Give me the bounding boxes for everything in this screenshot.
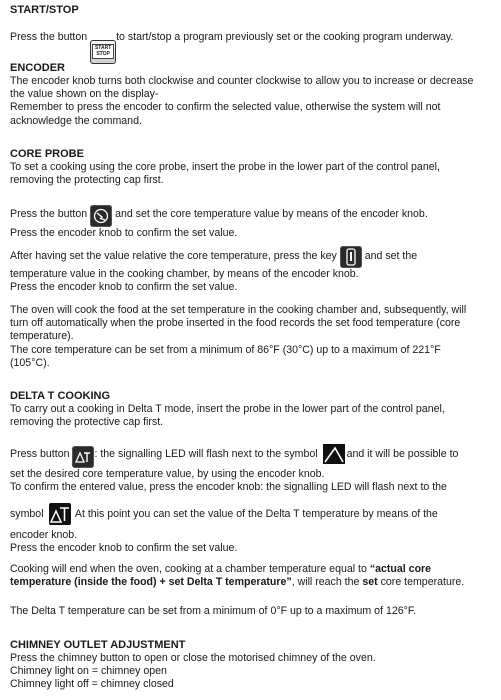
delta-t-symbol-text: symbol At this point you can set the value of the Delta T temperature by means of the encoder knob. Press the encoder knob to confirm the set value. [10, 503, 494, 556]
delta-t-intro: To carry out a cooking in Delta T mode, insert the probe in the lower part of the control panel, removing the protective cap first. [10, 403, 445, 429]
encoder-heading: ENCODER [10, 62, 66, 74]
delta-t-range: The Delta T temperature can be set from a minimum of 0°F up to a maximum of 126°F. [10, 605, 417, 617]
core-probe-icon [90, 205, 112, 227]
start-stop-icon: START STOP [90, 40, 116, 64]
chimney-text: Press the chimney button to open or close the motorised chimney of the oven. Chimney light on = chimney open Chimney light off = chimney closed [10, 652, 376, 691]
core-probe-oven-text: The oven will cook the food at the set temperature in the cooking chamber and, subsequently, will turn off automatically when the probe inserted in the food records the set food temperature (core temperature). The core temperature can be set from a minimum of 86°F (30°C) up to a maximum of 221°F (105°C). [10, 304, 467, 369]
start-stop-heading: START/STOP [10, 4, 79, 16]
chimney-heading: CHIMNEY OUTLET ADJUSTMENT [10, 639, 186, 651]
start-stop-text: Press the button START STOP to start/stop a program previously set or the cooking program underway. [10, 31, 494, 64]
delta-t-led-icon [323, 444, 345, 468]
core-probe-press: Press the button and set the core temperature value by means of the encoder knob. Press the encoder knob to confirm the set value. [10, 205, 494, 240]
delta-t-button-icon [72, 446, 94, 468]
core-probe-intro: To set a cooking using the core probe, insert the probe in the lower part of the control panel, removing the protecting cap first. [10, 161, 440, 187]
core-probe-after-key: After having set the value relative the core temperature, press the key and set the temperature value in the cooking chamber, by means of the encoder knob. Press the encoder knob to confirm the set value. [10, 246, 494, 294]
core-probe-heading: CORE PROBE [10, 148, 84, 160]
delta-t-press: Press button : the signalling LED will flash next to the symbol and it will be possible to set the desired core temperature value, by using the encoder knob. To confirm the entered value, press the encoder knob: the signalling LED will flash next to the [10, 444, 494, 495]
chamber-temperature-icon [340, 246, 362, 268]
delta-t-heading: DELTA T COOKING [10, 390, 111, 402]
delta-t-end-text: Cooking will end when the oven, cooking at a chamber temperature equal to “actual core temperature (inside the food) + set Delta T temperature”, will reach the set core temperature. [10, 563, 465, 589]
encoder-text: The encoder knob turns both clockwise and counter clockwise to allow you to increase or decrease the value shown on the display- Remember to press the encoder to confirm the selected value, otherwise the system will not acknowledge the command. [10, 75, 474, 127]
delta-t-symbol-icon [49, 503, 71, 529]
